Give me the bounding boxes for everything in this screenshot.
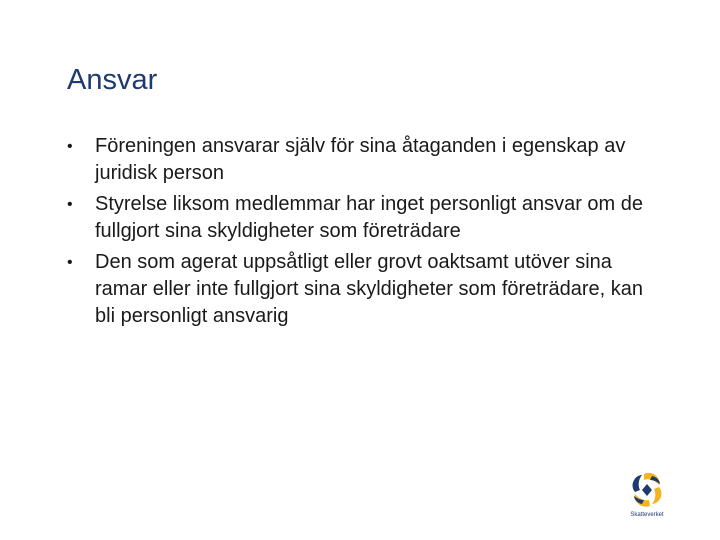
bullet-text: Den som agerat uppsåtligt eller grovt oaktsamt utöver sina ramar eller inte fullgjort sina skyldigheter som företrädare, kan bli personligt ansvarig <box>95 251 644 327</box>
bullet-item <box>67 133 667 187</box>
bullet-dot-icon: • <box>67 138 73 155</box>
bullet-list <box>67 133 667 334</box>
bullet-item <box>67 249 667 330</box>
bullet-dot-icon: • <box>67 254 73 271</box>
bullet-text: Styrelse liksom medlemmar har inget personligt ansvar om de fullgjort sina skyldigheter som företrädare <box>95 193 643 242</box>
logo-label: Skatteverket <box>630 512 664 518</box>
bullet-text: Föreningen ansvarar själv för sina åtaganden i egenskap av juridisk person <box>95 135 626 184</box>
bullet-item <box>67 191 667 245</box>
skatteverket-logo-icon <box>618 468 676 512</box>
skatteverket-logo <box>618 468 676 524</box>
slide-title: Ansvar <box>67 64 158 96</box>
bullet-dot-icon: • <box>67 196 73 213</box>
